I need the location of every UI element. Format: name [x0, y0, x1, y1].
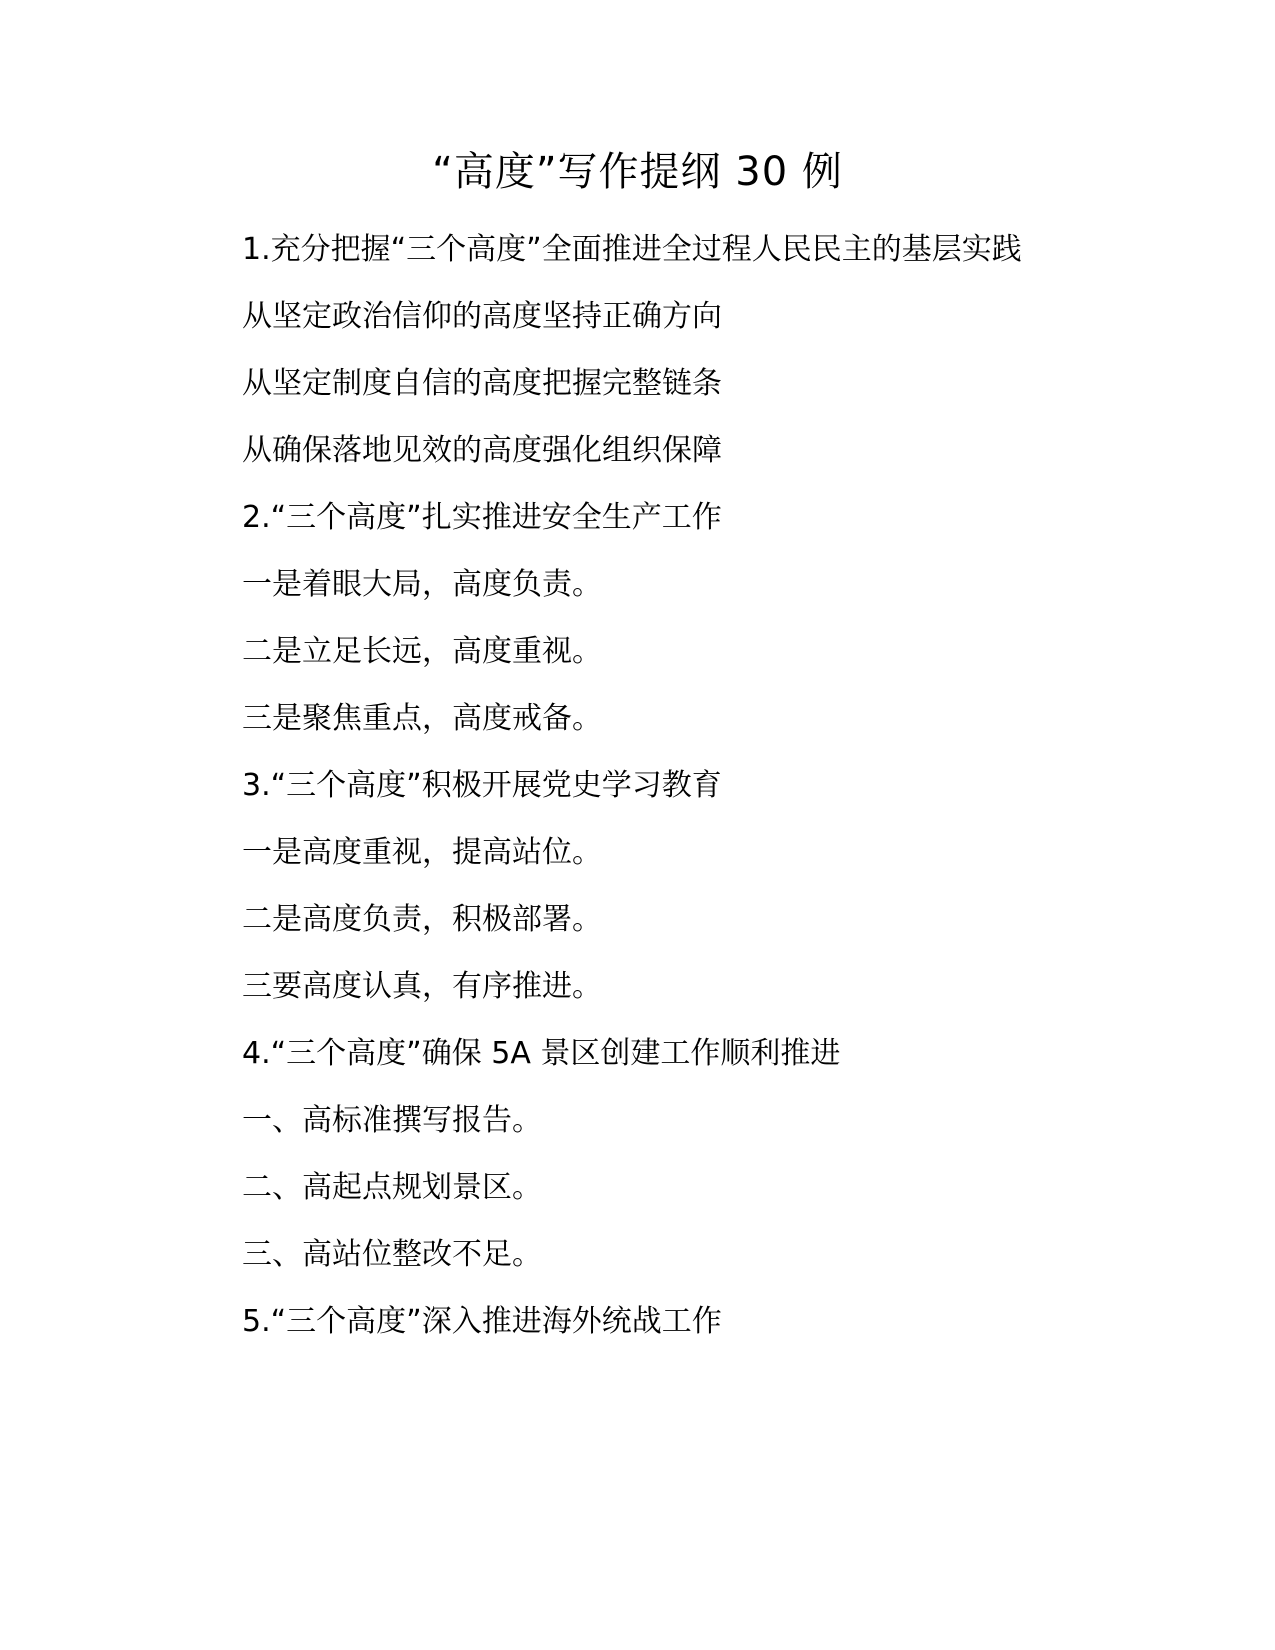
paragraph: 三是聚焦重点，高度戒备。 — [242, 701, 602, 736]
paragraph: 2.“三个高度”扎实推进安全生产工作 — [242, 500, 722, 535]
paragraph: 三、高站位整改不足。 — [242, 1237, 542, 1272]
paragraph: 3.“三个高度”积极开展党史学习教育 — [242, 768, 722, 803]
paragraph: 5.“三个高度”深入推进海外统战工作 — [242, 1304, 722, 1339]
paragraph: 从确保落地见效的高度强化组织保障 — [242, 433, 722, 468]
paragraph: 4.“三个高度”确保 5A 景区创建工作顺利推进 — [242, 1036, 841, 1071]
paragraph: 三要高度认真，有序推进。 — [242, 969, 602, 1004]
document-body — [180, 216, 1050, 1355]
paragraph: 一、高标准撰写报告。 — [242, 1103, 542, 1138]
paragraph: 二是立足长远，高度重视。 — [242, 634, 602, 669]
paragraph: 二、高起点规划景区。 — [242, 1170, 542, 1205]
paragraph: 从坚定政治信仰的高度坚持正确方向 — [242, 299, 722, 334]
paragraph: 一是高度重视，提高站位。 — [242, 835, 602, 870]
paragraph: 1.充分把握“三个高度”全面推进全过程人民民主的基层实践 — [242, 232, 1022, 267]
document-title: “高度”写作提纲 30 例 — [432, 149, 843, 195]
paragraph: 一是着眼大局，高度负责。 — [242, 567, 602, 602]
paragraph: 从坚定制度自信的高度把握完整链条 — [242, 366, 722, 401]
paragraph: 二是高度负责，积极部署。 — [242, 902, 602, 937]
